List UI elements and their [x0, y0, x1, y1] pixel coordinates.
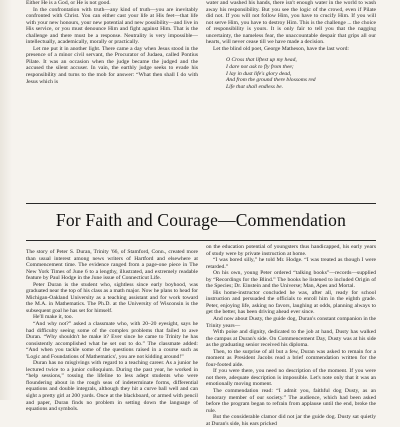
paragraph: He'll make it, too. — [33, 314, 74, 321]
paragraph: “I was bored silly,” he told Mr. Hodge. “I was treated as though I were retarded.” — [206, 257, 376, 270]
poem-line: Life that shall endless be. — [226, 83, 284, 90]
article-left-column — [26, 249, 198, 413]
top-left-column — [26, 0, 198, 170]
poem-line: And from the ground there blossoms red — [226, 77, 316, 84]
paragraph: on the education potential of youngsters thus handicapped, his early years of study were by private instruction at home. — [206, 244, 376, 257]
paragraph: But the considerable clamor did not jar the guide dog. Dusty sat quietly at Duran's side, his ears pricked — [206, 414, 376, 427]
top-right-column — [206, 0, 376, 152]
paragraph: On his own, young Peter ordered “talking books”—records—supplied by “Recordings for the Blind.” The books he listened to included Origin of the Species; Dr. Einstein and the Universe; Man, Apes and Mortal. — [206, 270, 376, 290]
headline-bottom-rule — [26, 240, 376, 241]
paragraph: With poise and dignity, dedicated to the job at hand, Dusty has walked the campus at Duran's side. On Commencement Day, Dusty was at his side as the graduating senior received his diploma. — [206, 329, 376, 349]
paragraph: In the confrontation with truth—any kind of truth—you are inevitably confronted with Christ. You can either cast your life at His feet—that life with your new honours, your new potential and new possibility—and live in His service, or you must denounce Him and fight against Him. That is the challenge and there must be a response. Neutrality is very impossible—intellectually, academically, morally or practically. — [26, 6, 198, 46]
article-right-column — [206, 244, 376, 427]
hymn-quote — [226, 57, 376, 90]
paragraph: Let the blind old poet, George Matheson, have the last word: — [213, 45, 349, 52]
paragraph: His home-instructor concluded he was, after all, ready for school instruction and persuaded the officials to enroll him in the eighth grade. Peter, enjoying life, asking no favors, laughing at odds, planning always to get the better, has been driving ahead ever since. — [206, 289, 376, 316]
paragraph: Peter Duran is the student who, sightless since early boyhood, was graduated near the top of his class as a math major. Now he plans to head for Michigan-Oakland University as a teaching assistant and for work toward the M.A. in Mathematics. The Ph.D. at the University of Wisconsin is the subsequent goal he has set for himself. — [26, 281, 198, 314]
paragraph: The story of Peter S. Duran, Trinity '66, of Stamford, Conn., created more than usual interest among news writers of Hartford and elsewhere at Commencement time. The evidence ranged from a page-one piece in The New York Times of June 6 to a lengthy, illustrated, and extremely readable feature by Paul Hodge in the June issue of Connecticut Life. — [26, 249, 198, 282]
paragraph: Either He is a God, or He is not good. — [26, 0, 111, 6]
paragraph: Let me put it in another light. There came a day when Jesus stood in the presence of a minor civil servant, the Procurator of Judaea, called Pontius Pilate. It was an occasion when the judge became the judged and the accused the silent accuser. In vain, the earthly judge seeks to evade his responsibility and turns to the mob for answer: “What then shall I do with Jesus which is — [26, 45, 198, 85]
paragraph: Then, to the surprise of all but a few, Duran was asked to remain for a moment as President Jacobs read a brief commendation written for the four-footed aide. — [206, 348, 376, 368]
paragraph: If you were there, you need no description of the moment. If you were not there, adequate description is impossible. Let's note only that it was an emotionally moving moment. — [206, 368, 376, 388]
paragraph: water and washed his hands, there isn't enough water in the world to wash away his responsibility. But you see the logic of the crowd, even if Pilate did not. If you will not follow Him, you have to crucify Him. If you will not serve Him, you have to destroy Him. This is the challenge ... the choice of responsibility is yours. It is only fair to tell you that the nagging uncertainty, the nameless fear, the unaccountable despair that grips all our hearts, will never cease till we have made a decision. — [206, 0, 376, 46]
paragraph: The commendation read: “I admit you, faithful dog Dusty, as an honorary member of our society.” The audience, which had been asked before the program began to refrain from applause until the end, broke the rule. — [206, 388, 376, 414]
poem-line: I dare not ask to fly from thee; — [226, 63, 294, 70]
paragraph: Duran has no misgivings with regard to a teaching career. As a junior he lectured twice to a junior colloquium. During the past year, he worked in “help sessions,” tossing the lifeline to less adept students who were floundering about in the rough seas of indeterminate forms, differential equations and double integrals, although they hit a curve ball well and can sight a pretty girl at 200 yards. Once at the blackboard, or armed with pencil and paper, Duran finds no problem in setting down the language of equations and symbols. — [26, 360, 198, 413]
paragraph: And now about Dusty, the guide dog, Duran's constant companion in the Trinity years— — [206, 316, 376, 329]
paragraph: “And why not?” asked a classmate who, with 20–20 eyesight, says he had difficulty seeing some of the complex problems that failed to awe Duran. “Why shouldn't he make it? Ever since he came to Trinity he has consistently accomplished what he set out to do.” The classmate added: “And when you tackle some of the questions raised in a course such as 'Logic and Foundations of Mathematics', you are not kidding around!” — [26, 321, 198, 360]
headline-top-rule — [26, 203, 376, 204]
page-gutter-shadow — [0, 0, 12, 400]
article-headline: For Faith and Courage—Commendation — [55, 210, 347, 230]
poem-line: O Cross that liftest up my head, — [226, 57, 297, 64]
poem-line: I lay in dust life's glory dead, — [226, 70, 292, 77]
